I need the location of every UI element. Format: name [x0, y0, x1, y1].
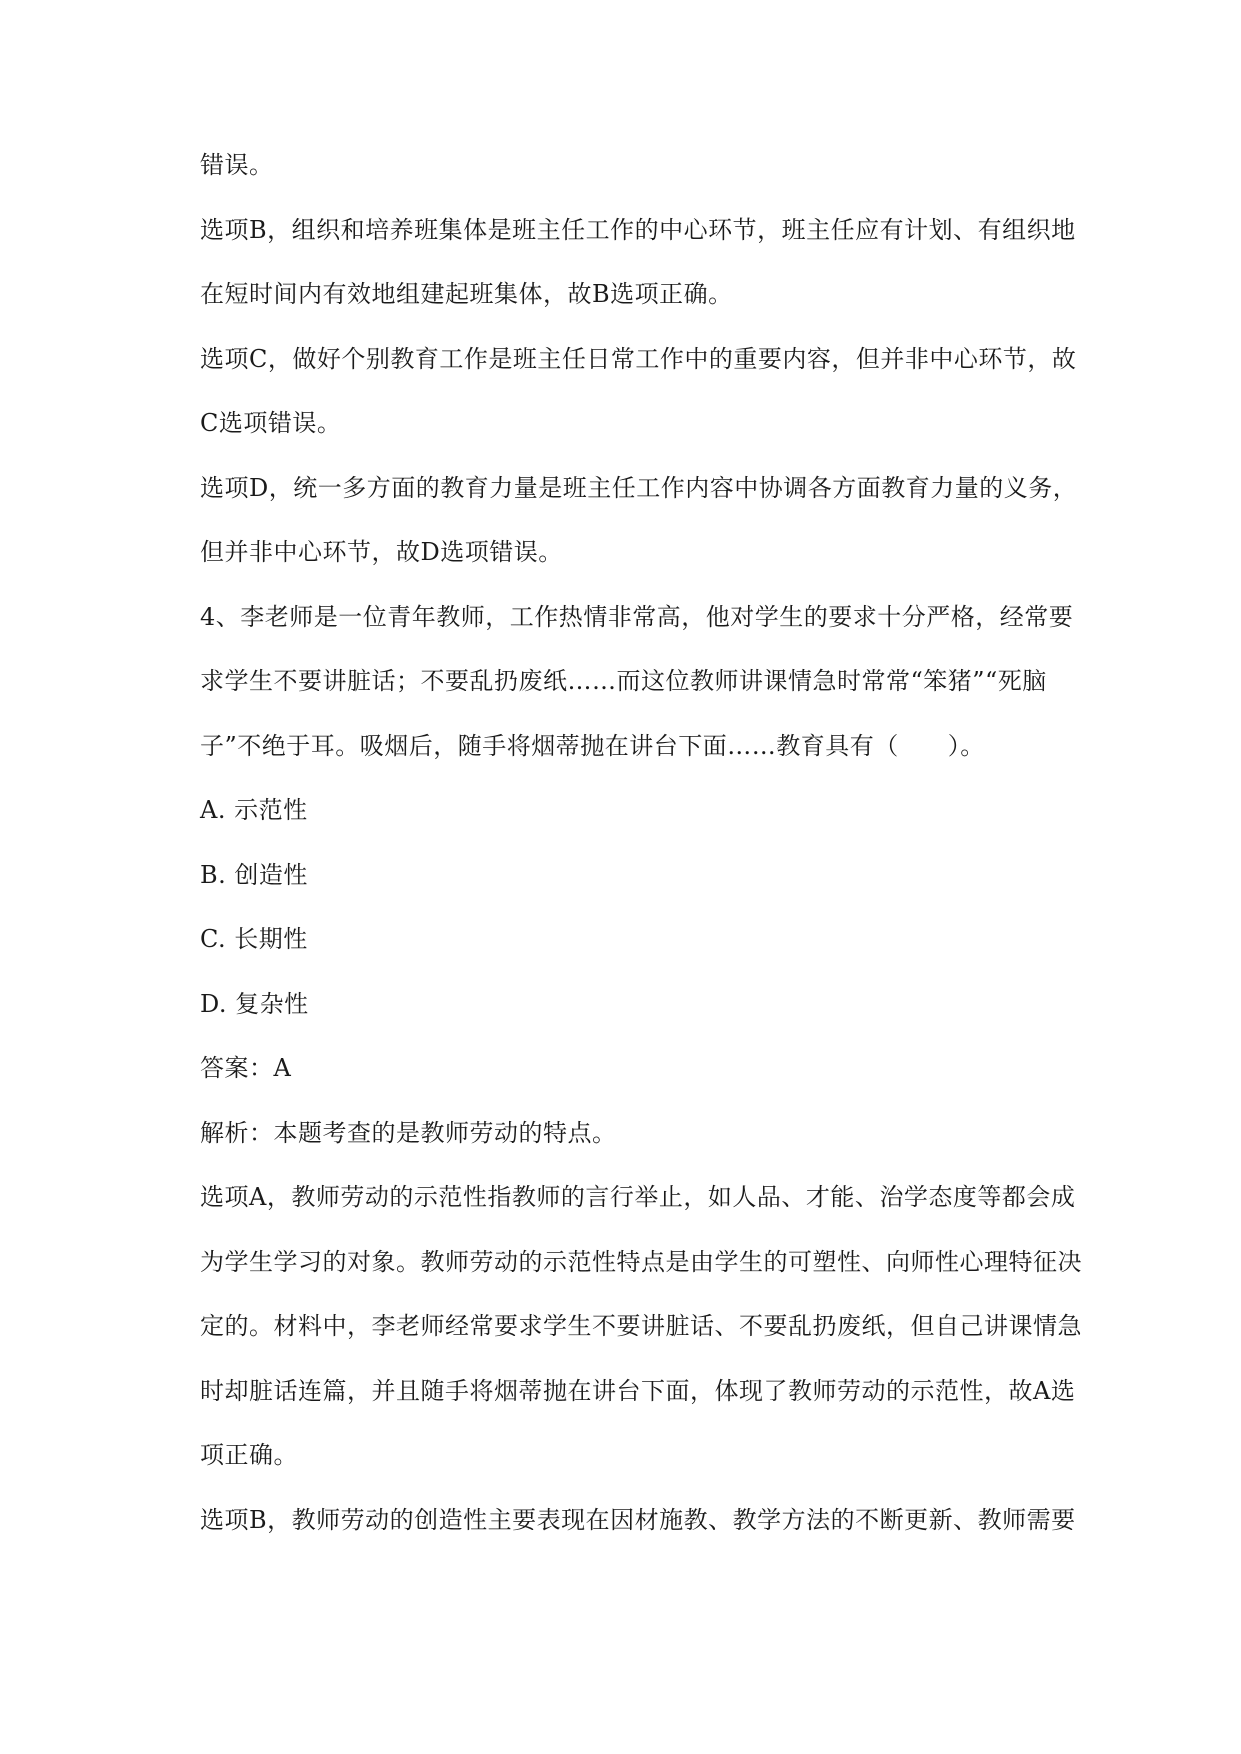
option-d: D. 复杂性: [200, 989, 309, 1018]
text-line: 选项B，教师劳动的创造性主要表现在因材施教、教学方法的不断更新、教师需要: [200, 1505, 1076, 1534]
text-line: 选项D，统一多方面的教育力量是班主任工作内容中协调各方面教育力量的义务，: [200, 473, 1078, 502]
text-line: 时却脏话连篇，并且随手将烟蒂抛在讲台下面，体现了教师劳动的示范性，故A选: [200, 1376, 1076, 1405]
text-line: 在短时间内有效地组建起班集体，故B选项正确。: [200, 280, 733, 308]
option-b: B. 创造性: [200, 860, 308, 889]
document-body: [200, 145, 1100, 1564]
text-line: 项正确。: [200, 1441, 298, 1469]
analysis-line: 解析：本题考查的是教师劳动的特点。: [200, 1118, 617, 1147]
option-c: C. 长期性: [200, 925, 308, 953]
question-line: 子”不绝于耳。吸烟后，随手将烟蒂抛在讲台下面……教育具有（ ）。: [200, 731, 985, 760]
text-line: 选项C，做好个别教育工作是班主任日常工作中的重要内容，但并非中心环节，故: [200, 344, 1077, 373]
text-line: 为学生学习的对象。教师劳动的示范性特点是由学生的可塑性、向师性心理特征决: [200, 1247, 1082, 1276]
text-line: 选项A，教师劳动的示范性指教师的言行举止，如人品、才能、治学态度等都会成: [200, 1183, 1076, 1211]
text-line: C选项错误。: [200, 409, 342, 437]
answer-line: 答案：A: [200, 1054, 292, 1082]
text-line: 错误。: [200, 151, 274, 179]
text-line: 选项B，组织和培养班集体是班主任工作的中心环节，班主任应有计划、有组织地: [200, 215, 1076, 244]
text-line: 但并非中心环节，故D选项错误。: [200, 538, 563, 566]
question-line: 4、李老师是一位青年教师，工作热情非常高，他对学生的要求十分严格，经常要: [200, 602, 1074, 631]
option-a: A. 示范性: [200, 796, 308, 824]
text-line: 定的。材料中，李老师经常要求学生不要讲脏话、不要乱扔废纸，但自己讲课情急: [200, 1312, 1082, 1340]
question-line: 求学生不要讲脏话；不要乱扔废纸……而这位教师讲课情急时常常“笨猪”“死脑: [200, 667, 1047, 695]
